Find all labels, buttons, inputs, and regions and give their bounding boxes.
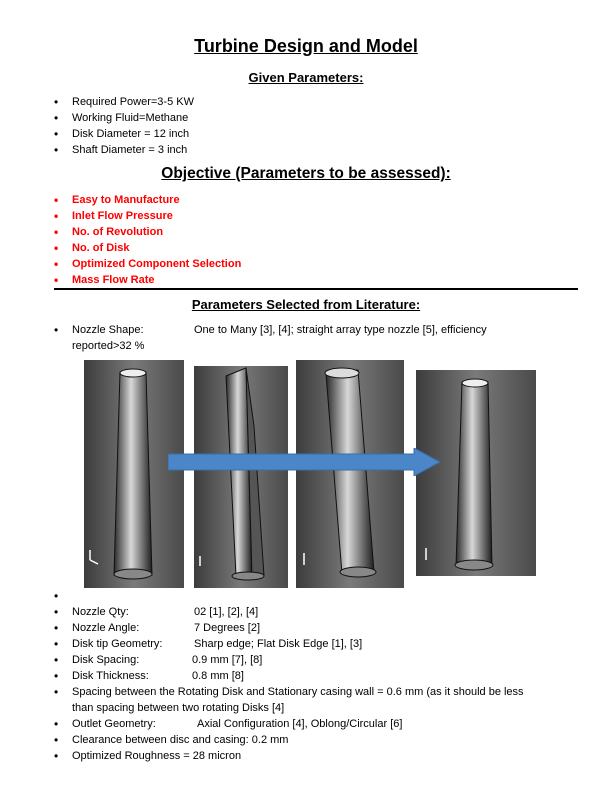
param-value-cont: reported>32 % — [72, 340, 145, 352]
list-item — [54, 322, 487, 354]
param-label: Disk Spacing: — [72, 654, 140, 666]
param-label: Nozzle Angle: — [72, 622, 140, 634]
param-label: Outlet Geometry: — [72, 718, 156, 730]
param-value: Axial Configuration [4], Oblong/Circular [6] — [197, 718, 403, 730]
list-item: • Optimized Roughness = 28 micron — [54, 748, 524, 764]
param-value: Sharp edge; Flat Disk Edge [1], [3] — [194, 638, 363, 650]
param-value: 02 [1], [2], [4] — [194, 606, 259, 618]
list-item: • Inlet Flow Pressure — [54, 208, 241, 224]
nozzle-render-2 — [194, 366, 288, 588]
given-list — [54, 94, 194, 158]
list-item — [54, 604, 524, 620]
section-divider — [54, 288, 578, 290]
list-item — [54, 636, 524, 652]
literature-heading: Parameters Selected from Literature: — [191, 297, 421, 312]
list-item: • Shaft Diameter = 3 inch — [54, 142, 194, 158]
objective-list — [54, 192, 241, 288]
list-item: • Working Fluid=Methane — [54, 110, 194, 126]
right-arrow-icon — [168, 448, 440, 476]
param-value: 0.9 mm [7], [8] — [192, 654, 263, 666]
list-item: • Mass Flow Rate — [54, 272, 241, 288]
page-title: Turbine Design and Model — [194, 36, 418, 56]
list-item — [54, 652, 524, 668]
list-item: • Disk Diameter = 12 inch — [54, 126, 194, 142]
literature-params-list — [54, 588, 524, 764]
spacing-line1: Spacing between the Rotating Disk and Stationary casing wall = 0.6 mm (as it should be less — [72, 686, 524, 698]
list-item — [54, 588, 524, 604]
spacing-line2: than spacing between two rotating Disks [4] — [72, 702, 285, 714]
list-item — [54, 620, 524, 636]
param-value: 7 Degrees [2] — [194, 622, 261, 634]
list-item: • No. of Disk — [54, 240, 241, 256]
given-heading: Given Parameters: — [248, 70, 364, 85]
list-item: • No. of Revolution — [54, 224, 241, 240]
param-value: 0.8 mm [8] — [192, 670, 244, 682]
param-label: Nozzle Shape: — [72, 324, 144, 336]
list-item: • Required Power=3-5 KW — [54, 94, 194, 110]
list-item — [54, 716, 524, 732]
nozzle-model-image — [194, 366, 288, 588]
param-label: Disk Thickness: — [72, 670, 149, 682]
list-item — [54, 684, 524, 716]
list-item — [54, 668, 524, 684]
nozzle-shape-list — [54, 322, 487, 354]
param-label: Disk tip Geometry: — [72, 638, 163, 650]
list-item: • Clearance between disc and casing: 0.2 mm — [54, 732, 524, 748]
param-label: Nozzle Qty: — [72, 606, 129, 618]
list-item: • Easy to Manufacture — [54, 192, 241, 208]
objective-heading: Objective (Parameters to be assessed): — [161, 165, 451, 182]
list-item: • Optimized Component Selection — [54, 256, 241, 272]
param-value: One to Many [3], [4]; straight array type nozzle [5], efficiency — [194, 324, 487, 336]
